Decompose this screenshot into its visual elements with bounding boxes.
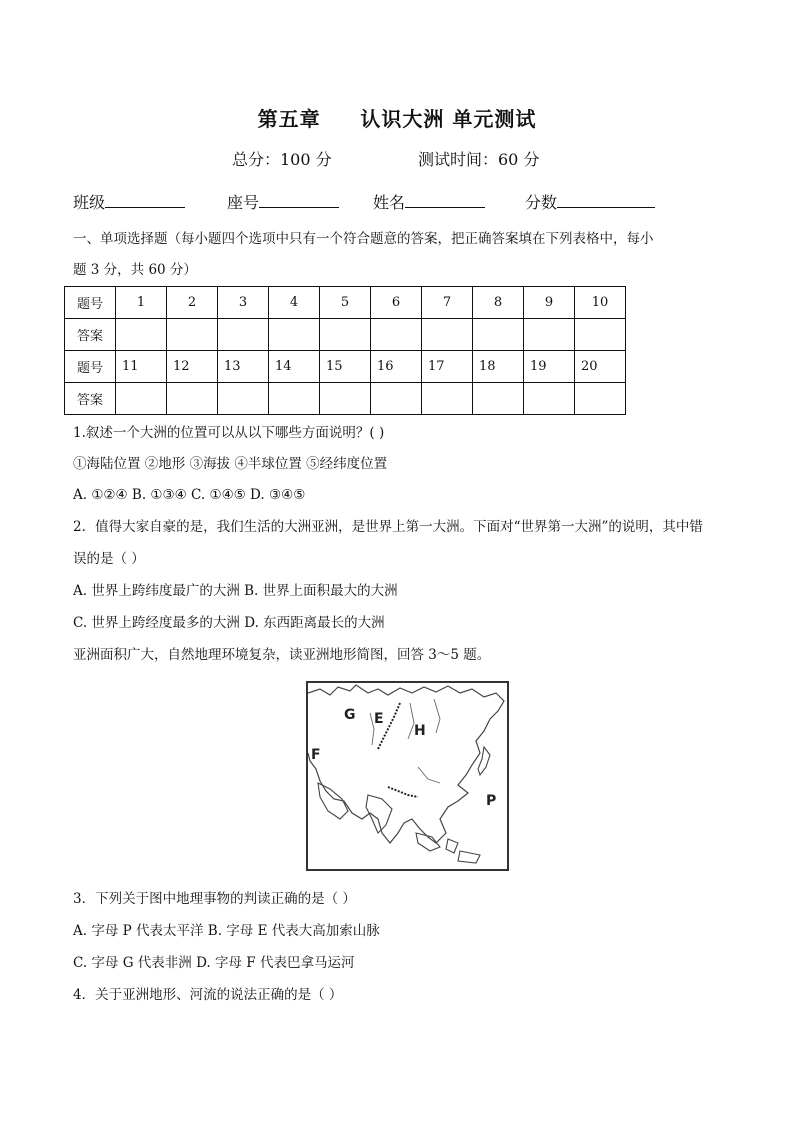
answer-cell[interactable] bbox=[320, 319, 371, 351]
answer-cell[interactable] bbox=[167, 319, 218, 351]
name-blank[interactable] bbox=[405, 191, 485, 208]
question-1-items: ①海陆位置 ②地形 ③海拔 ④半球位置 ⑤经纬度位置 bbox=[73, 456, 388, 472]
question-number-cell: 17 bbox=[422, 351, 473, 383]
question-2-stem-line1: 2．值得大家自豪的是，我们生活的大洲亚洲，是世界上第一大洲。下面对“世界第一大洲”的说明，其中错 bbox=[73, 519, 703, 535]
question-number-cell: 20 bbox=[575, 351, 626, 383]
class-field bbox=[73, 190, 185, 213]
answer-cell[interactable] bbox=[116, 383, 167, 415]
answer-cell[interactable] bbox=[320, 383, 371, 415]
question-number-cell: 14 bbox=[269, 351, 320, 383]
question-number-cell: 9 bbox=[524, 287, 575, 319]
answer-label-cell: 答案 bbox=[65, 383, 116, 415]
answer-table bbox=[64, 286, 626, 415]
answer-label-cell: 答案 bbox=[65, 319, 116, 351]
question-3-options-line1: A. 字母 P 代表太平洋 B. 字母 E 代表大高加索山脉 bbox=[73, 923, 380, 939]
asia-coastline bbox=[308, 685, 504, 843]
question-1-stem: 1.叙述一个大洲的位置可以从以下哪些方面说明？( ) bbox=[73, 425, 385, 441]
himalaya-line bbox=[388, 787, 418, 797]
question-number-cell: 1 bbox=[116, 287, 167, 319]
answer-cell[interactable] bbox=[575, 319, 626, 351]
answer-cell[interactable] bbox=[473, 319, 524, 351]
answer-cell[interactable] bbox=[116, 319, 167, 351]
section-heading-line1: 一、单项选择题（每小题四个选项中只有一个符合题意的答案，把正确答案填在下列表格中，每小 bbox=[73, 231, 654, 247]
question-3-stem: 3．下列关于图中地理事物的判读正确的是（ ） bbox=[73, 891, 356, 907]
map-label-e: E bbox=[374, 711, 384, 727]
question-2-stem-line2: 误的是（ ） bbox=[73, 551, 145, 567]
answer-cell[interactable] bbox=[269, 319, 320, 351]
question-number-cell: 12 bbox=[167, 351, 218, 383]
question-number-cell: 8 bbox=[473, 287, 524, 319]
question-label-cell: 题号 bbox=[65, 351, 116, 383]
map-label-g: G bbox=[344, 707, 356, 723]
question-number-cell: 13 bbox=[218, 351, 269, 383]
answer-cell[interactable] bbox=[524, 383, 575, 415]
answer-cell[interactable] bbox=[422, 383, 473, 415]
question-number-cell: 15 bbox=[320, 351, 371, 383]
question-number-cell: 10 bbox=[575, 287, 626, 319]
answer-cell[interactable] bbox=[575, 383, 626, 415]
table-row-question-2 bbox=[65, 351, 626, 383]
question-2-options-line1: A. 世界上跨纬度最广的大洲 B. 世界上面积最大的大洲 bbox=[73, 583, 398, 599]
answer-cell[interactable] bbox=[422, 319, 473, 351]
seat-field bbox=[227, 190, 339, 213]
question-number-cell: 7 bbox=[422, 287, 473, 319]
answer-cell[interactable] bbox=[524, 319, 575, 351]
answer-cell[interactable] bbox=[218, 383, 269, 415]
table-row-answer-1 bbox=[65, 319, 626, 351]
score-label: 分数 bbox=[525, 193, 558, 212]
question-number-cell: 18 bbox=[473, 351, 524, 383]
answer-cell[interactable] bbox=[167, 383, 218, 415]
question-label-cell: 题号 bbox=[65, 287, 116, 319]
map-label-h: H bbox=[414, 723, 426, 739]
test-time: 测试时间：60 分 bbox=[418, 150, 540, 169]
question-number-cell: 3 bbox=[218, 287, 269, 319]
map-intro: 亚洲面积广大，自然地理环境复杂，读亚洲地形简图，回答 3～5 题。 bbox=[73, 647, 491, 663]
southeast-islands bbox=[416, 833, 480, 863]
table-row-question-1 bbox=[65, 287, 626, 319]
asia-map-drawing bbox=[308, 683, 507, 869]
name-field bbox=[373, 190, 485, 213]
page-title: 第五章 认识大洲 单元测试 bbox=[257, 107, 537, 131]
question-number-cell: 16 bbox=[371, 351, 422, 383]
answer-cell[interactable] bbox=[269, 383, 320, 415]
indian-subcontinent bbox=[366, 795, 392, 833]
question-number-cell: 6 bbox=[371, 287, 422, 319]
seat-label: 座号 bbox=[227, 193, 260, 212]
answer-cell[interactable] bbox=[371, 383, 422, 415]
map-label-p: P bbox=[486, 793, 497, 809]
total-score: 总分：100 分 bbox=[232, 150, 332, 169]
question-number-cell: 19 bbox=[524, 351, 575, 383]
answer-cell[interactable] bbox=[473, 383, 524, 415]
table-row-answer-2 bbox=[65, 383, 626, 415]
question-number-cell: 5 bbox=[320, 287, 371, 319]
answer-cell[interactable] bbox=[371, 319, 422, 351]
question-3-options-line2: C. 字母 G 代表非洲 D. 字母 F 代表巴拿马运河 bbox=[73, 955, 355, 971]
question-number-cell: 2 bbox=[167, 287, 218, 319]
seat-blank[interactable] bbox=[259, 191, 339, 208]
question-1-options: A. ①②④ B. ①③④ C. ①④⑤ D. ③④⑤ bbox=[73, 487, 306, 503]
answer-cell[interactable] bbox=[218, 319, 269, 351]
question-4-stem: 4．关于亚洲地形、河流的说法正确的是（ ） bbox=[73, 987, 343, 1003]
section-heading-line2: 题 3 分，共 60 分） bbox=[73, 262, 197, 278]
question-number-cell: 4 bbox=[269, 287, 320, 319]
score-blank[interactable] bbox=[557, 191, 655, 208]
question-2-options-line2: C. 世界上跨经度最多的大洲 D. 东西距离最长的大洲 bbox=[73, 615, 385, 631]
arabian-peninsula bbox=[318, 783, 348, 819]
map-label-f: F bbox=[311, 747, 321, 763]
asia-terrain-map bbox=[306, 681, 509, 871]
question-number-cell: 11 bbox=[116, 351, 167, 383]
name-label: 姓名 bbox=[373, 193, 406, 212]
score-field bbox=[525, 190, 655, 213]
class-label: 班级 bbox=[73, 193, 106, 212]
class-blank[interactable] bbox=[105, 191, 185, 208]
